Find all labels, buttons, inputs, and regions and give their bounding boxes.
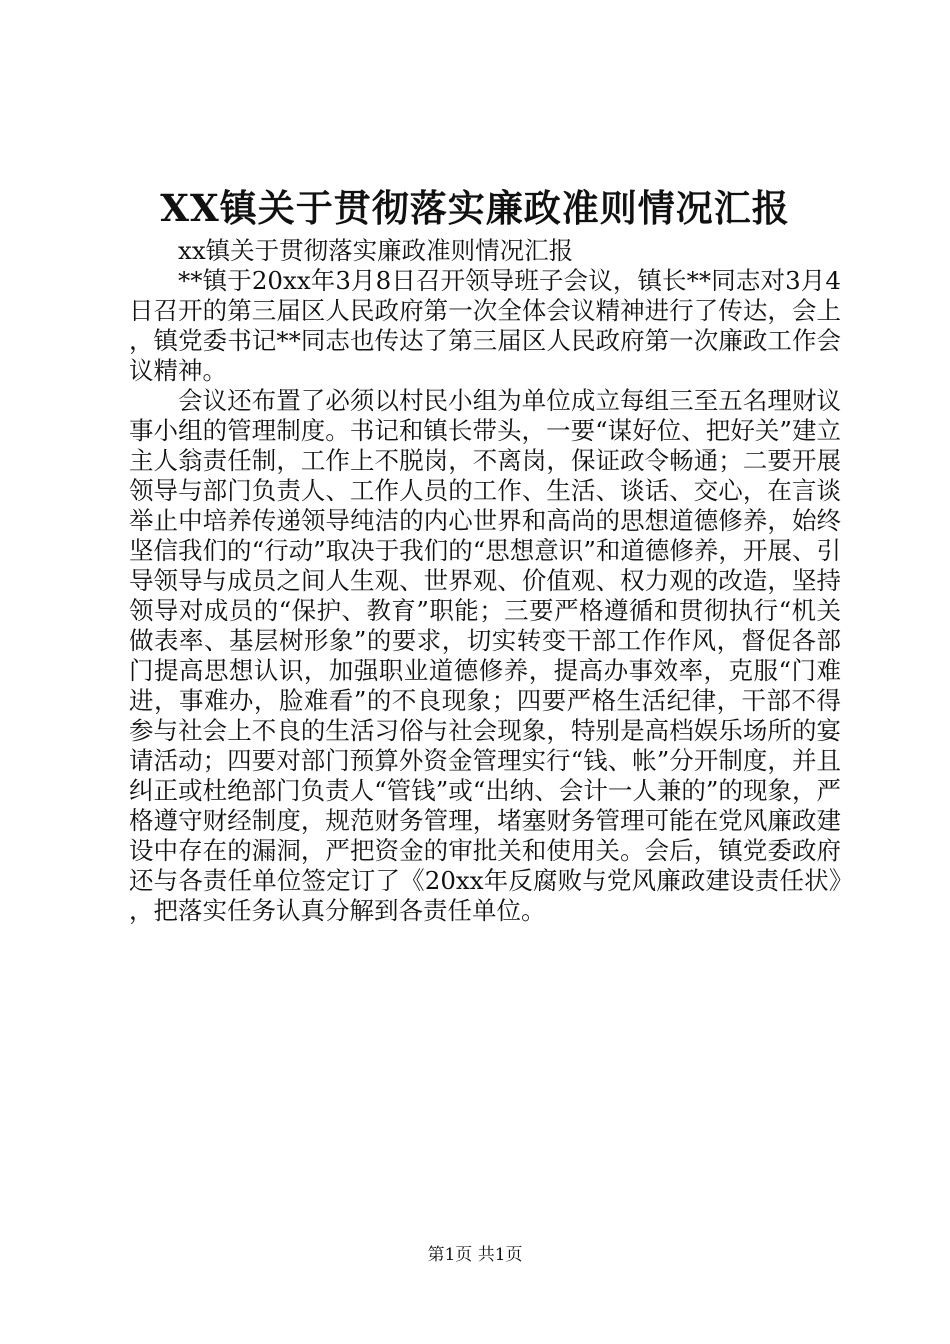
- paragraph-meeting-summary: **镇于20xx年3月8日召开领导班子会议，镇长**同志对3月4日召开的第三届区人民政府第一次全体会议精神进行了传达，会上，镇党委书记**同志也传达了第三届区人民政府第一次廉政工作会议精神。: [129, 266, 841, 385]
- paragraph-meeting-details: 会议还布置了必须以村民小组为单位成立每组三至五名理财议事小组的管理制度。书记和镇长带头，一要“谋好位、把好关”建立主人翁责任制，工作上不脱岗，不离岗，保证政令畅通；二要开展领导与部门负责人、工作人员的工作、生活、谈话、交心，在言谈举止中培养传递领导纯洁的内心世界和高尚的思想道德修养，始终坚信我们的“行动”取决于我们的“思想意识”和道德修养，开展、引导领导与成员之间人生观、世界观、价值观、权力观的改造，坚持领导对成员的“保护、教育”职能；三要严格遵循和贯彻执行“机关做表率、基层树形象”的要求，切实转变干部工作作风，督促各部门提高思想认识，加强职业道德修养，提高办事效率，克服“门难进，事难办，脸难看”的不良现象；四要严格生活纪律，干部不得参与社会上不良的生活习俗与社会现象，特别是高档娱乐场所的宴请活动；四要对部门预算外资金管理实行“钱、帐”分开制度，并且纠正或杜绝部门负责人“管钱”或“出纳、会计一人兼的”的现象，严格遵守财经制度，规范财务管理，堵塞财务管理可能在党风廉政建设中存在的漏洞，严把资金的审批关和使用关。会后，镇党委政府还与各责任单位签定订了《20xx年反腐败与党风廉政建设责任状》，把落实任务认真分解到各责任单位。: [129, 386, 841, 925]
- document-body: [129, 236, 841, 926]
- paragraph-subtitle: xx镇关于贯彻落实廉政准则情况汇报: [178, 236, 574, 265]
- page-footer: 第1页 共1页: [427, 1245, 523, 1265]
- document-title: XX镇关于贯彻落实廉政准则情况汇报: [160, 186, 790, 230]
